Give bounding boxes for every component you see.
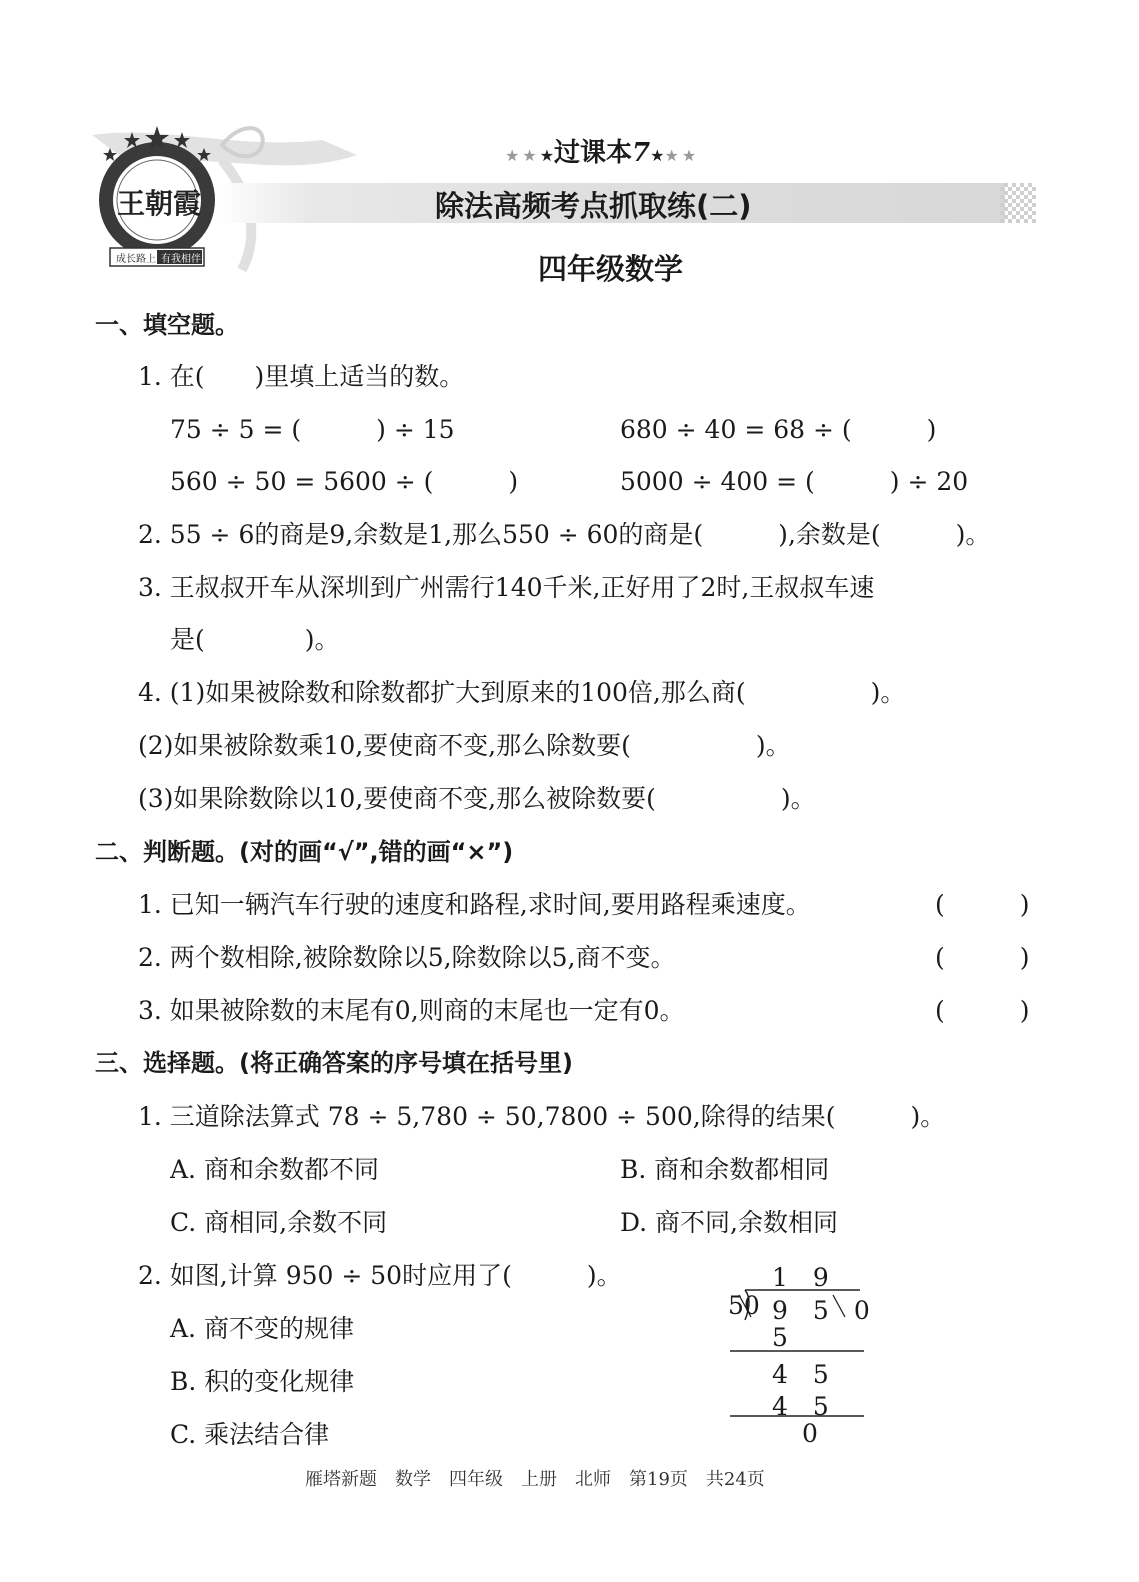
- s3-q1-option-d: D. 商不同,余数相同: [620, 1208, 838, 1237]
- s1-q4-part3: (3)如果除数除以10,要使商不变,那么被除数要( )。: [138, 784, 816, 813]
- series-title: ★★★过课本7★★★: [505, 138, 700, 168]
- star-icon: ★: [539, 146, 555, 165]
- division-step-3: 4 5: [772, 1392, 829, 1421]
- s2-item-1-blank: ( ): [935, 890, 1030, 919]
- logo-slogan-right: 有我相伴: [161, 254, 201, 265]
- s1-q1-eq-c: 560 ÷ 50 = 5600 ÷ ( ): [170, 467, 519, 496]
- s1-q1-eq-b: 680 ÷ 40 = 68 ÷ ( ): [620, 415, 937, 444]
- division-step-1: 5: [772, 1323, 788, 1352]
- s2-item-3: 3. 如果被除数的末尾有0,则商的末尾也一定有0。: [138, 996, 685, 1025]
- s1-q4-part1: 4. (1)如果被除数和除数都扩大到原来的100倍,那么商( )。: [138, 678, 906, 707]
- s1-q1-eq-d: 5000 ÷ 400 = ( ) ÷ 20: [620, 467, 969, 496]
- s1-q3-line1: 3. 王叔叔开车从深圳到广州需行140千米,正好用了2时,王叔叔车速: [138, 573, 875, 602]
- logo-name: 王朝霞: [117, 187, 202, 220]
- section2-heading: 二、判断题。(对的画“√”,错的画“×”): [95, 838, 514, 866]
- s2-item-2: 2. 两个数相除,被除数除以5,除数除以5,商不变。: [138, 943, 676, 972]
- decorative-stars-right-icon: ★★: [664, 146, 700, 165]
- star-icon: ★: [650, 146, 665, 165]
- long-division-figure: [720, 1255, 880, 1455]
- logo-slogan-left: 成长路上: [116, 254, 156, 265]
- s3-q2-option-b: B. 积的变化规律: [170, 1367, 355, 1396]
- page-subtitle: 除法高频考点抓取练(二): [435, 189, 752, 223]
- decorative-stars-left-icon: ★★: [505, 146, 540, 165]
- banner-checker-decoration: [1000, 183, 1036, 223]
- s2-item-3-blank: ( ): [935, 996, 1030, 1025]
- s3-q2-option-c: C. 乘法结合律: [170, 1420, 330, 1449]
- s1-q4-part2: (2)如果被除数乘10,要使商不变,那么除数要( )。: [138, 731, 791, 760]
- division-divisor: 50: [728, 1291, 760, 1320]
- page-title: 四年级数学: [538, 252, 684, 286]
- s3-q1-option-c: C. 商相同,余数不同: [170, 1208, 388, 1237]
- s1-q3-line2: 是( )。: [170, 625, 340, 654]
- division-remainder: 0: [802, 1419, 818, 1448]
- s2-item-1: 1. 已知一辆汽车行驶的速度和路程,求时间,要用路程乘速度。: [138, 890, 811, 919]
- s3-q2-option-a: A. 商不变的规律: [170, 1314, 354, 1343]
- s1-q1-eq-a: 75 ÷ 5 = ( ) ÷ 15: [170, 415, 455, 444]
- section3-heading: 三、选择题。(将正确答案的序号填在括号里): [95, 1049, 573, 1077]
- division-dividend: 9 5 0: [772, 1296, 870, 1325]
- s3-q1-option-a: A. 商和余数都不同: [170, 1155, 379, 1184]
- s2-item-2-blank: ( ): [935, 943, 1030, 972]
- page-footer: 雁塔新题 数学 四年级 上册 北师 第19页 共24页: [305, 1469, 765, 1490]
- division-quotient: 1 9: [772, 1263, 829, 1292]
- s1-q2: 2. 55 ÷ 6的商是9,余数是1,那么550 ÷ 60的商是( ),余数是( )。: [138, 520, 991, 549]
- s3-q1-stem: 1. 三道除法算式 78 ÷ 5,780 ÷ 50,7800 ÷ 500,除得的结果( )。: [138, 1102, 946, 1131]
- s1-q1-stem: 1. 在( )里填上适当的数。: [138, 362, 465, 391]
- s3-q1-option-b: B. 商和余数都相同: [620, 1155, 830, 1184]
- s3-q2-stem: 2. 如图,计算 950 ÷ 50时应用了( )。: [138, 1261, 622, 1290]
- division-step-2: 4 5: [772, 1360, 829, 1389]
- section1-heading: 一、填空题。: [95, 311, 239, 339]
